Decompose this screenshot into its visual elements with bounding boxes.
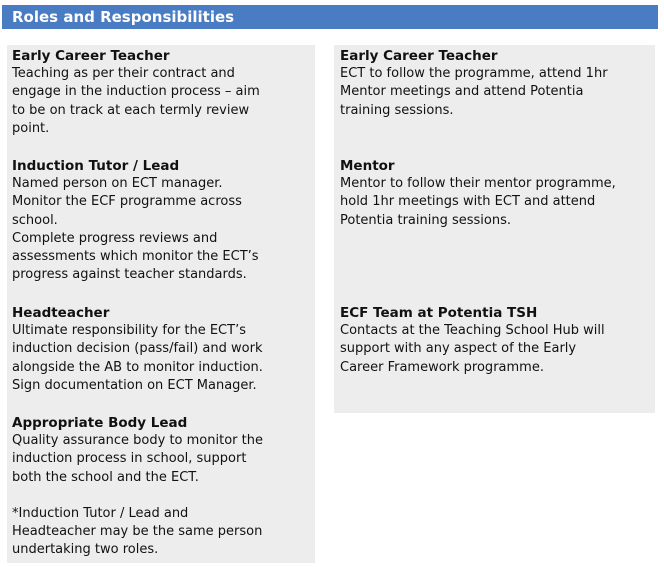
role-title: Appropriate Body Lead (12, 415, 188, 431)
right-roles-panel (334, 45, 655, 413)
role-title: Induction Tutor / Lead (12, 158, 180, 174)
role-text-line: ECT to follow the programme, attend 1hr (340, 66, 608, 82)
role-appropriate-body-lead (12, 414, 311, 560)
role-text-line: Ultimate responsibility for the ECT’s (12, 323, 246, 339)
role-footnote-line: undertaking two roles. (12, 542, 159, 558)
role-induction-tutor-lead (12, 157, 311, 284)
role-title: Mentor (340, 158, 395, 174)
role-early-career-teacher (12, 47, 311, 138)
role-text-line: both the school and the ECT. (12, 469, 199, 485)
role-text-line: Career Framework programme. (340, 359, 544, 375)
role-text-line: Mentor meetings and attend Potentia (340, 84, 584, 100)
role-text-line: support with any aspect of the Early (340, 341, 577, 357)
role-mentor (340, 157, 651, 230)
role-headteacher (12, 304, 311, 395)
role-early-career-teacher-right (340, 47, 651, 120)
role-text-line: Sign documentation on ECT Manager. (12, 377, 257, 393)
role-footnote-line: *Induction Tutor / Lead and (12, 506, 189, 522)
role-text-line: engage in the induction process – aim (12, 84, 260, 100)
role-text-line: induction decision (pass/fail) and work (12, 341, 263, 357)
role-text-line: training sessions. (340, 102, 454, 118)
role-text-line: Mentor to follow their mentor programme, (340, 176, 616, 192)
role-title: Headteacher (12, 305, 110, 321)
role-text-line: point. (12, 120, 50, 136)
role-text-line (12, 487, 311, 505)
role-text-line: assessments which monitor the ECT’s (12, 249, 259, 265)
section-header (2, 5, 658, 29)
role-text-line: school. (12, 212, 58, 228)
role-text-line: Contacts at the Teaching School Hub will (340, 323, 605, 339)
role-text-line: Monitor the ECF programme across (12, 194, 242, 210)
left-roles-panel (7, 45, 315, 563)
role-text-line: Teaching as per their contract and (12, 66, 235, 82)
role-text-line: progress against teacher standards. (12, 267, 247, 283)
role-text-line: alongside the AB to monitor induction. (12, 359, 263, 375)
role-ecf-team (340, 304, 651, 377)
role-text-line: Potentia training sessions. (340, 212, 511, 228)
role-text-line: induction process in school, support (12, 451, 247, 467)
role-text-line: to be on track at each termly review (12, 102, 250, 118)
role-title: ECF Team at Potentia TSH (340, 305, 538, 321)
role-footnote-line: Headteacher may be the same person (12, 524, 263, 540)
role-title: Early Career Teacher (12, 48, 170, 64)
role-text-line: Named person on ECT manager. (12, 176, 223, 192)
role-title: Early Career Teacher (340, 48, 498, 64)
section-title: Roles and Responsibilities (12, 8, 235, 26)
role-text-line: Complete progress reviews and (12, 230, 218, 246)
role-text-line: Quality assurance body to monitor the (12, 433, 263, 449)
role-text-line: hold 1hr meetings with ECT and attend (340, 194, 596, 210)
